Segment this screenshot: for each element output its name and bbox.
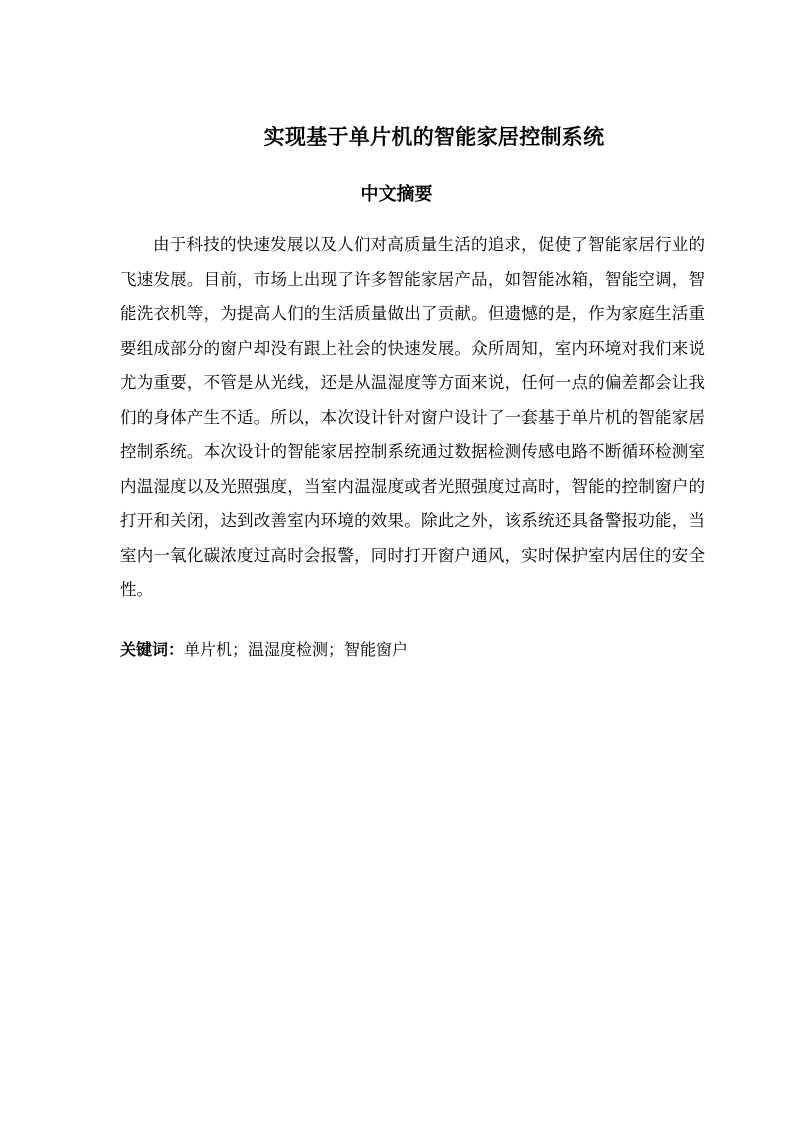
document-title: 实现基于单片机的智能家居控制系统 <box>263 125 605 149</box>
keywords-line <box>120 634 705 667</box>
keywords-value: 单片机；温湿度检测；智能窗户 <box>184 640 409 659</box>
keywords-label: 关键词： <box>120 640 185 659</box>
abstract-heading: 中文摘要 <box>360 184 433 205</box>
abstract-paragraph: 由于科技的快速发展以及人们对高质量生活的追求，促使了智能家居行业的飞速发展。目前，市场上出现了许多智能家居产品，如智能冰箱，智能空调，智能洗衣机等，为提高人们的生活质量做出了贡献。但遗憾的是，作为家庭生活重要组成部分的窗户却没有跟上社会的快速发展。众所周知，室内环境对我们来说尤为重要，不管是从光线，还是从温湿度等方面来说，任何一点的偏差都会让我们的身体产生不适。所以，本次设计针对窗户设计了一套基于单片机的智能家居控制系统。本次设计的智能家居控制系统通过数据检测传感电路不断循环检测室内温湿度以及光照强度，当室内温湿度或者光照强度过高时，智能的控制窗户的打开和关闭，达到改善室内环境的效果。除此之外，该系统还具备警报功能，当室内一氧化碳浓度过高时会报警，同时打开窗户通风，实时保护室内居住的安全性。 <box>120 235 705 599</box>
